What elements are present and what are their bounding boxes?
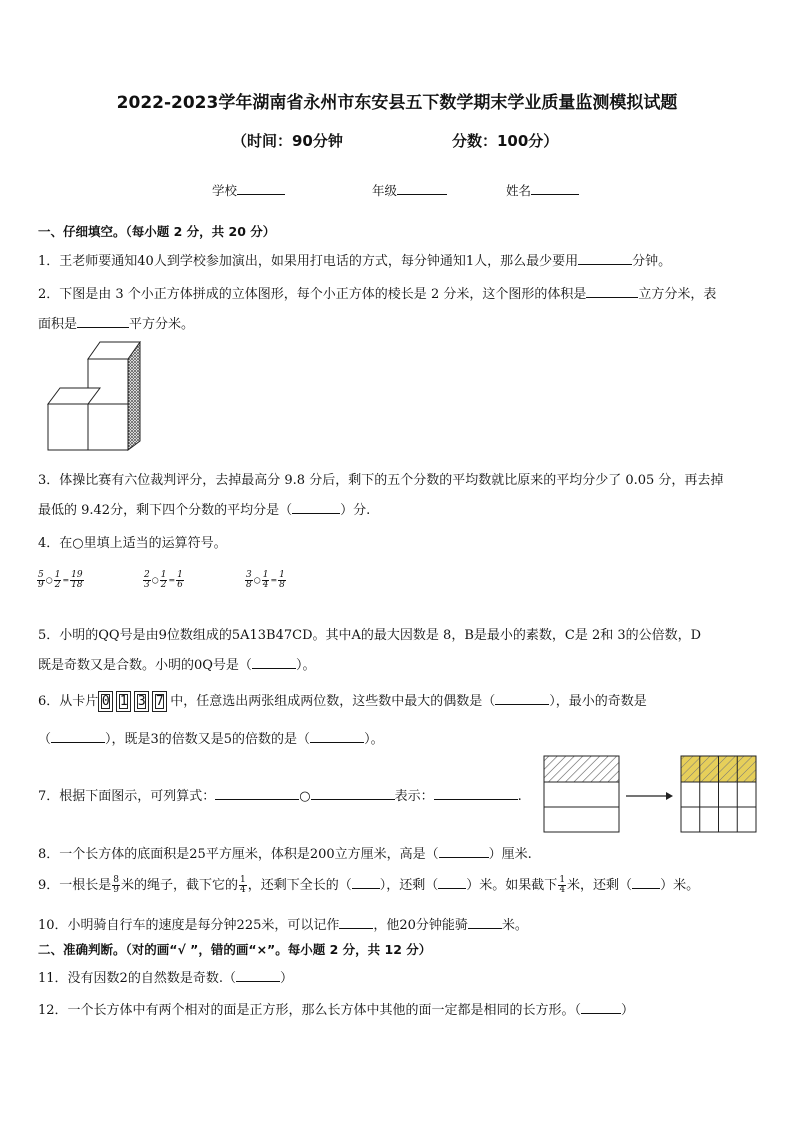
q9-text-e: ）米。如果截下: [466, 878, 558, 893]
q6-text-3: ），最小的奇数是: [549, 694, 647, 709]
question-10: [38, 914, 528, 933]
q1-blank[interactable]: [578, 264, 632, 265]
question-3-line2: [38, 499, 370, 518]
question-1: [38, 250, 671, 269]
q4-e1-f3-num: 19: [71, 570, 83, 580]
question-5-line1: 5．小明的QQ号是由9位数组成的5A13B47CD。其中A的最大因数是 8，B是最小的素数，C是 2和 3的公倍数，D: [38, 628, 702, 643]
q9-text-a: 9．一根长是: [38, 878, 112, 893]
q6-even-blank[interactable]: [495, 704, 549, 705]
q4-e2-f2-den: 2: [160, 580, 167, 590]
cube-upper-front: [88, 359, 128, 405]
q2-text-2: 立方分米，表: [638, 287, 717, 302]
q9-text-c: ，还剩下全长的（: [247, 878, 352, 893]
q6-odd-blank[interactable]: [51, 742, 105, 743]
card-3: 3: [134, 691, 149, 712]
q9-text-b: 米的绳子，截下它的: [121, 878, 239, 893]
q4-e1-f1-den: 9: [38, 580, 44, 590]
card-1: 1: [116, 691, 131, 712]
q4-expression-2: $\frac{2}{3}$ ○ $\frac{1}{2}$ = $\frac{1}{6}$: [144, 570, 183, 590]
question-3-line1: 3．体操比赛有六位裁判评分，去掉最高分 9.8 分后，剩下的五个分数的平均数就比原来的平均分少了 0.05 分，再去掉: [38, 473, 724, 488]
q12-text: 12．一个长方体中有两个相对的面是正方形，那么长方体中其他的面一定都是相同的长方形。（: [38, 1003, 582, 1018]
grade-blank[interactable]: [397, 194, 447, 195]
q9-f2-den: 4: [240, 885, 246, 895]
q9-f3-den: 4: [559, 885, 566, 895]
q10-blank-1[interactable]: [339, 928, 373, 929]
q10-text-a: 10．小明骑自行车的速度是每分钟225米，可以记作: [38, 918, 340, 933]
question-2-line2: [38, 313, 194, 332]
exam-time: （时间：90分钟: [232, 132, 343, 150]
q4-e2-f1-num: 2: [144, 570, 150, 580]
q4-e3-f2-num: 1: [262, 570, 269, 580]
name-field: [506, 181, 579, 199]
question-4: 4．在○里填上适当的运算符号。: [38, 536, 227, 551]
q5-text-end: ）。: [295, 658, 316, 673]
question-2-line1: [38, 283, 716, 302]
q9-text-f: 米，还剩（: [567, 878, 633, 893]
question-7: [38, 785, 522, 804]
q1-text: 1．王老师要通知40人到学校参加演出，如果用打电话的方式，每分钟通知1人，那么最少要用: [38, 254, 579, 269]
q4-e2-f1-den: 3: [144, 580, 150, 590]
q5-text: 既是奇数又是合数。小明的0Q号是（: [38, 658, 252, 673]
q4-e2-f3-den: 6: [177, 580, 183, 590]
q4-e2-f2-num: 1: [160, 570, 167, 580]
q9-f1-den: 9: [113, 885, 120, 895]
q7-period: .: [517, 789, 522, 804]
page-title: 2022-2023学年湖南省永州市东安县五下数学期末学业质量监测模拟试题: [116, 93, 678, 113]
q9-blank-2[interactable]: [438, 888, 466, 889]
q8-text-end: ）厘米.: [488, 847, 532, 862]
q7-blank-2[interactable]: [311, 799, 395, 800]
q7-left-rect: [544, 756, 619, 832]
name-label: 姓名: [506, 183, 532, 198]
q9-text-d: ），还剩（: [379, 878, 439, 893]
q4-e2-circle[interactable]: ○: [151, 575, 159, 585]
card-7: 7: [152, 691, 167, 712]
q11-text-end: ）: [279, 971, 293, 986]
q6-text-5: ），既是3的倍数又是5的倍数的是（: [105, 732, 311, 747]
q7-right-grid: [681, 756, 756, 832]
q7-blank-1[interactable]: [215, 799, 299, 800]
q12-blank[interactable]: [581, 1013, 621, 1014]
name-blank[interactable]: [531, 194, 579, 195]
cube-side-face: [128, 342, 140, 450]
q10-blank-2[interactable]: [468, 928, 502, 929]
q9-f3-num: 1: [559, 875, 566, 885]
q4-e2-f3-num: 1: [177, 570, 183, 580]
q8-blank[interactable]: [439, 857, 489, 858]
q9-text-g: ）米。: [660, 878, 700, 893]
q6-text-4: （: [38, 732, 52, 747]
q1-text-end: 分钟。: [632, 254, 672, 269]
q7-text: 7．根据下面图示，可列算式：: [38, 789, 216, 804]
q4-e1-f2-num: 1: [54, 570, 61, 580]
q12-text-end: ）: [621, 1003, 635, 1018]
cube-lower-right-front: [88, 404, 128, 450]
q6-text-2: 中，任意选出两张组成两位数，这些数中最大的偶数是（: [170, 694, 496, 709]
q7-blank-3[interactable]: [434, 799, 518, 800]
q4-e3-f2-den: 4: [262, 580, 269, 590]
q5-blank[interactable]: [252, 668, 296, 669]
q9-f2-num: 1: [240, 875, 246, 885]
question-5-line2: [38, 654, 315, 673]
question-11: [38, 967, 293, 986]
school-field: [212, 181, 285, 199]
q4-e1-f1-num: 5: [38, 570, 44, 580]
q8-text: 8．一个长方体的底面积是25平方厘米，体积是200立方厘米，高是（: [38, 847, 439, 862]
q6-text-6: ）。: [364, 732, 384, 747]
grade-label: 年级: [372, 183, 398, 198]
q7-text-2: 表示：: [394, 789, 434, 804]
cube-lower-left-front: [48, 404, 88, 450]
question-6-line2: [38, 728, 384, 747]
q3-blank[interactable]: [292, 513, 340, 514]
q4-expression-3: $\frac{3}{8}$ ○ $\frac{1}{4}$ = $\frac{1}{8}$: [246, 570, 285, 590]
q9-blank-1[interactable]: [352, 888, 380, 889]
q9-blank-3[interactable]: [632, 888, 660, 889]
q3-text: 最低的 9.42分，剩下四个分数的平均分是（: [38, 503, 293, 518]
section-1-heading: 一、仔细填空。（每小题 2 分，共 20 分）: [38, 224, 276, 239]
q2-area-blank[interactable]: [77, 327, 129, 328]
q10-text-b: ，他20分钟能骑: [373, 918, 468, 933]
q6-multiple-blank[interactable]: [310, 742, 364, 743]
exam-score: 分数：100分）: [452, 132, 559, 150]
q2-text: 2．下图是由 3 个小正方体拼成的立体图形，每个小正方体的棱长是 2 分米，这个图形的体积是: [38, 287, 587, 302]
question-9: [38, 874, 699, 895]
q4-e3-f3-num: 1: [279, 570, 285, 580]
school-label: 学校: [212, 183, 238, 198]
cube-figure: [44, 340, 144, 455]
q4-e3-f3-den: 8: [279, 580, 285, 590]
q11-text: 11．没有因数2的自然数是奇数.（: [38, 971, 236, 986]
q7-circle[interactable]: ○: [299, 789, 311, 804]
q4-e1-f3-den: 18: [71, 580, 83, 590]
q4-e1-f2-den: 2: [54, 580, 61, 590]
q7-diagram: [542, 754, 758, 834]
q6-text: 6．从卡片: [38, 694, 99, 709]
grade-field: [372, 181, 447, 199]
question-6-line1: [38, 690, 647, 712]
q3-text-end: ）分.: [340, 503, 371, 518]
q4-e3-circle[interactable]: ○: [253, 575, 261, 585]
school-blank[interactable]: [237, 194, 285, 195]
q4-e3-f1-den: 8: [246, 580, 252, 590]
section-2-heading: 二、准确判断。（对的画“√ ”，错的画“×”。每小题 2 分，共 12 分）: [38, 942, 432, 957]
arrow-right-icon: [626, 792, 673, 800]
q2-volume-blank[interactable]: [586, 297, 638, 298]
question-12: [38, 999, 634, 1018]
q4-expression-1: $\frac{5}{9}$ ○ $\frac{1}{2}$ = $\frac{19}{18}$: [38, 570, 83, 590]
q10-text-c: 米。: [501, 918, 528, 933]
q11-blank[interactable]: [236, 981, 280, 982]
question-8: [38, 843, 532, 862]
q2-text-4: 平方分米。: [129, 317, 195, 332]
q2-text-3: 面积是: [38, 317, 78, 332]
q4-e3-f1-num: 3: [246, 570, 252, 580]
q4-e1-circle[interactable]: ○: [45, 575, 53, 585]
card-0: 0: [98, 691, 113, 712]
q9-f1-num: 8: [113, 875, 120, 885]
